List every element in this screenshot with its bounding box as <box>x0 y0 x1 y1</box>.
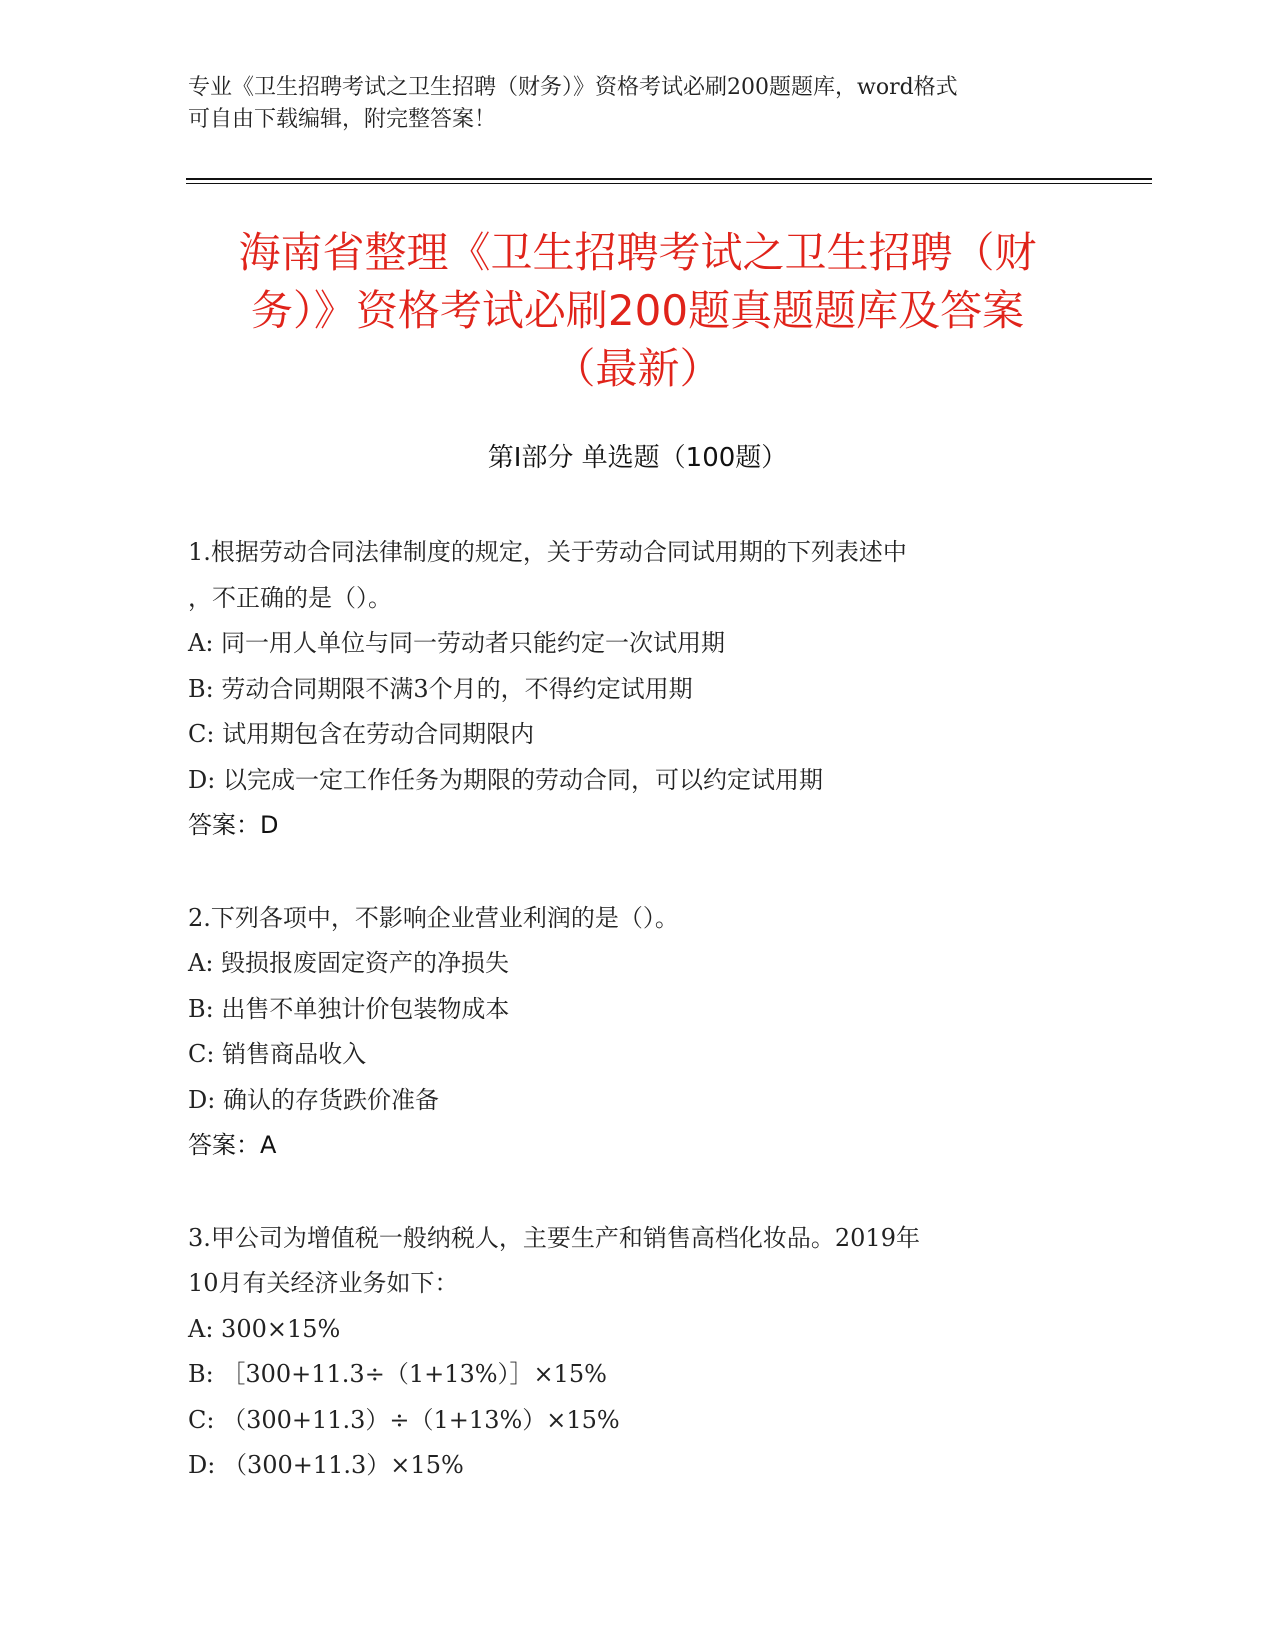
document-title-line: 务）》资格考试必刷200题真题题库及答案 <box>250 286 1025 335</box>
question-item <box>188 1216 1068 1489</box>
answer-label: 答案：A <box>188 1131 277 1159</box>
header-divider-thin <box>186 183 1152 184</box>
option-a: A: 毁损报废固定资产的净损失 <box>188 949 510 977</box>
option-c: C: 销售商品收入 <box>188 1040 367 1068</box>
answer-label: 答案：D <box>188 811 279 839</box>
document-title-line: 海南省整理《卫生招聘考试之卫生招聘（财 <box>238 228 1037 277</box>
option-b: B: ［300+11.3÷（1+13%）］×15% <box>188 1360 607 1388</box>
option-b: B: 劳动合同期限不满3个月的，不得约定试用期 <box>188 674 693 703</box>
question-item <box>188 896 1068 1169</box>
option-c: C: 试用期包含在劳动合同期限内 <box>188 720 535 748</box>
option-a: A: 300×15% <box>188 1314 341 1343</box>
option-d: D: 确认的存货跌价准备 <box>188 1085 439 1114</box>
document-title-line: （最新） <box>553 344 722 393</box>
question-stem: 3.甲公司为增值税一般纳税人，主要生产和销售高档化妆品。2019年 <box>188 1223 920 1252</box>
question-stem: 1.根据劳动合同法律制度的规定，关于劳动合同试用期的下列表述中 <box>188 538 907 566</box>
question-stem: 2.下列各项中，不影响企业营业利润的是（）。 <box>188 903 679 932</box>
option-a: A: 同一用人单位与同一劳动者只能约定一次试用期 <box>188 629 726 657</box>
document-title <box>150 224 1125 398</box>
option-d: D: （300+11.3）×15% <box>188 1451 464 1479</box>
section-heading: 第Ⅰ部分 单选题（100题） <box>487 443 788 473</box>
question-stem: ，不正确的是（）。 <box>188 583 392 612</box>
question-item <box>188 530 1068 849</box>
option-b: B: 出售不单独计价包装物成本 <box>188 994 510 1023</box>
question-list <box>188 530 1068 1489</box>
question-spacer <box>188 849 1068 896</box>
question-spacer <box>188 1169 1068 1216</box>
header-note-line: 可自由下载编辑，附完整答案！ <box>188 107 497 132</box>
question-stem: 10月有关经济业务如下： <box>188 1269 459 1297</box>
header-note <box>188 72 1088 136</box>
option-d: D: 以完成一定工作任务为期限的劳动合同，可以约定试用期 <box>188 765 823 794</box>
option-c: C: （300+11.3）÷（1+13%）×15% <box>188 1405 620 1434</box>
header-note-line: 专业《卫生招聘考试之卫生招聘（财务）》资格考试必刷200题题库，word格式 <box>188 75 958 100</box>
header-divider-thick <box>186 178 1152 180</box>
